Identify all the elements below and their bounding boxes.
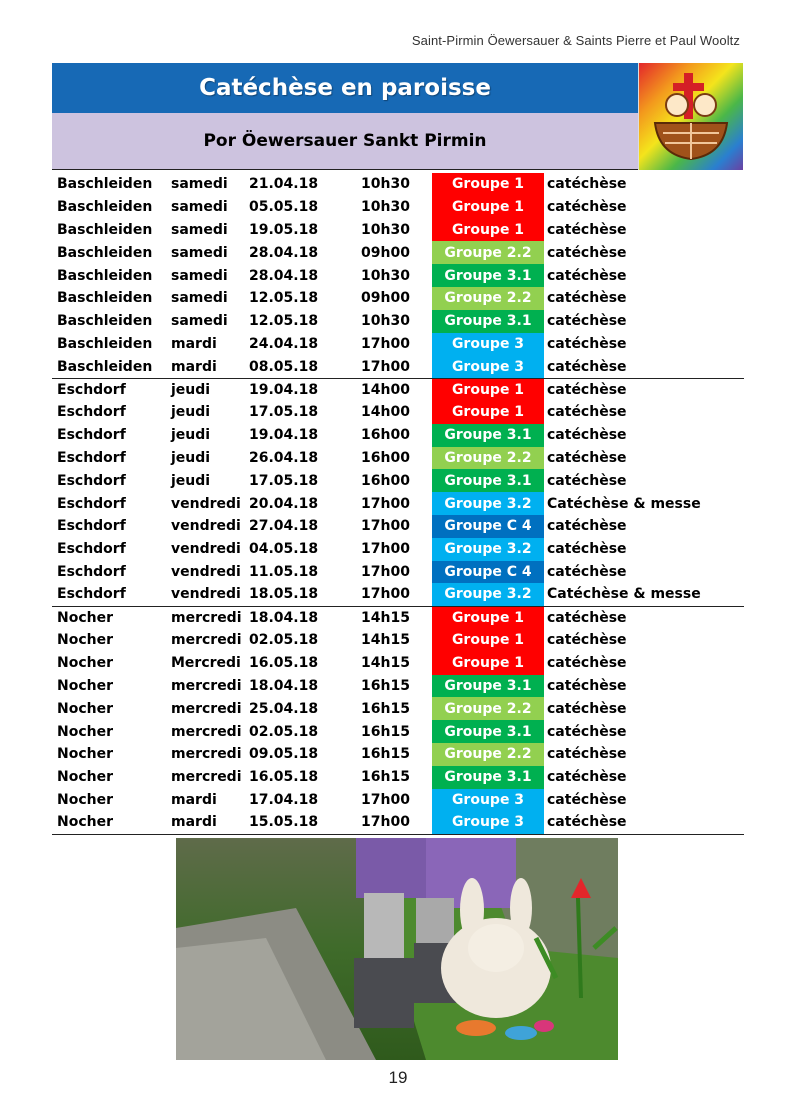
day-cell: vendredi xyxy=(171,586,241,603)
date-cell: 16.05.18 xyxy=(249,655,319,672)
day-cell: samedi xyxy=(171,267,228,284)
day-cell: vendredi xyxy=(171,495,241,512)
place-cell: Eschdorf xyxy=(57,541,126,558)
group-badge: Groupe C 4 xyxy=(432,515,544,538)
day-cell: samedi xyxy=(171,176,228,193)
place-cell: Nocher xyxy=(57,723,113,740)
day-cell: jeudi xyxy=(171,404,211,421)
group-badge: Groupe 1 xyxy=(432,173,544,196)
type-cell: catéchèse xyxy=(547,267,627,284)
group-badge: Groupe 3.1 xyxy=(432,264,544,287)
schedule-row xyxy=(52,333,744,356)
time-cell: 16h00 xyxy=(361,472,410,489)
day-cell: mardi xyxy=(171,335,217,352)
time-cell: 17h00 xyxy=(361,541,410,558)
schedule-row xyxy=(52,447,744,470)
schedule-row xyxy=(52,469,744,492)
day-cell: Mercredi xyxy=(171,655,241,672)
date-cell: 19.05.18 xyxy=(249,221,319,238)
time-cell: 17h00 xyxy=(361,586,410,603)
day-cell: mercredi xyxy=(171,677,242,694)
place-cell: Baschleiden xyxy=(57,267,153,284)
time-cell: 17h00 xyxy=(361,563,410,580)
easter-photo xyxy=(176,838,618,1060)
group-badge: Groupe 3.2 xyxy=(432,583,544,606)
date-cell: 02.05.18 xyxy=(249,632,319,649)
group-badge: Groupe 3.2 xyxy=(432,492,544,515)
time-cell: 14h00 xyxy=(357,378,432,401)
schedule-row xyxy=(52,561,744,584)
place-cell: Eschdorf xyxy=(57,472,126,489)
type-cell: catéchèse xyxy=(547,449,627,466)
schedule-row xyxy=(52,241,744,264)
group-badge: Groupe 3.1 xyxy=(432,766,544,789)
time-cell: 09h00 xyxy=(361,244,410,261)
date-cell: 12.05.18 xyxy=(249,313,319,330)
day-cell: mardi xyxy=(171,358,217,375)
schedule-row xyxy=(52,811,744,834)
day-cell: jeudi xyxy=(171,449,211,466)
day-cell: mercredi xyxy=(171,632,242,649)
date-cell: 18.04.18 xyxy=(247,606,357,629)
date-cell: 28.04.18 xyxy=(249,267,319,284)
date-cell: 20.04.18 xyxy=(249,495,319,512)
day-cell: jeudi xyxy=(165,378,247,401)
schedule-row xyxy=(52,173,744,196)
schedule-row xyxy=(52,675,744,698)
time-cell: 17h00 xyxy=(361,791,410,808)
place-cell: Eschdorf xyxy=(57,427,126,444)
date-cell: 12.05.18 xyxy=(249,290,319,307)
type-cell: catéchèse xyxy=(547,427,627,444)
place-cell: Nocher xyxy=(57,791,113,808)
running-header: Saint-Pirmin Öewersauer & Saints Pierre et Paul Wooltz xyxy=(411,33,740,48)
place-cell: Nocher xyxy=(57,769,113,786)
schedule-row xyxy=(52,743,744,766)
date-cell: 16.05.18 xyxy=(249,769,319,786)
type-cell: catéchèse xyxy=(544,378,744,401)
time-cell: 14h15 xyxy=(361,632,410,649)
date-cell: 19.04.18 xyxy=(249,427,319,444)
type-cell: catéchèse xyxy=(547,335,627,352)
type-cell: catéchèse xyxy=(544,811,744,834)
place-cell: Nocher xyxy=(52,606,165,629)
group-badge: Groupe 3 xyxy=(432,811,544,834)
time-cell: 16h00 xyxy=(361,427,410,444)
day-cell: mardi xyxy=(165,811,247,834)
group-badge: Groupe 2.2 xyxy=(432,241,544,264)
day-cell: samedi xyxy=(171,244,228,261)
date-cell: 28.04.18 xyxy=(249,244,319,261)
schedule-row xyxy=(52,789,744,812)
time-cell: 10h30 xyxy=(361,176,410,193)
schedule-row xyxy=(52,378,744,401)
type-cell: catéchèse xyxy=(547,404,627,421)
date-cell: 24.04.18 xyxy=(249,335,319,352)
group-badge: Groupe 1 xyxy=(432,401,544,424)
group-badge: Groupe 3.1 xyxy=(432,675,544,698)
date-cell: 17.05.18 xyxy=(249,404,319,421)
place-cell: Nocher xyxy=(57,655,113,672)
schedule-row xyxy=(52,720,744,743)
date-cell: 15.05.18 xyxy=(247,811,357,834)
day-cell: vendredi xyxy=(171,541,241,558)
group-badge: Groupe 3.1 xyxy=(432,310,544,333)
day-cell: samedi xyxy=(171,313,228,330)
group-badge: Groupe 2.2 xyxy=(432,743,544,766)
schedule-row xyxy=(52,697,744,720)
type-cell: catéchèse xyxy=(547,313,627,330)
schedule-row xyxy=(52,538,744,561)
schedule-row xyxy=(52,606,744,629)
type-cell: catéchèse xyxy=(547,472,627,489)
date-cell: 18.04.18 xyxy=(249,677,319,694)
type-cell: catéchèse xyxy=(547,176,627,193)
schedule-row xyxy=(52,652,744,675)
place-cell: Nocher xyxy=(52,811,165,834)
schedule-row xyxy=(52,629,744,652)
date-cell: 27.04.18 xyxy=(249,518,319,535)
type-cell: catéchèse xyxy=(547,746,627,763)
place-cell: Eschdorf xyxy=(57,563,126,580)
schedule-row xyxy=(52,287,744,310)
type-cell: catéchèse xyxy=(544,606,744,629)
time-cell: 16h15 xyxy=(361,769,410,786)
type-cell: catéchèse xyxy=(547,677,627,694)
time-cell: 09h00 xyxy=(361,290,410,307)
time-cell: 17h00 xyxy=(361,518,410,535)
day-cell: samedi xyxy=(171,199,228,216)
day-cell: mardi xyxy=(171,791,217,808)
type-cell: catéchèse xyxy=(547,244,627,261)
place-cell: Baschleiden xyxy=(57,244,153,261)
schedule-row xyxy=(52,401,744,424)
group-badge: Groupe 3.1 xyxy=(432,469,544,492)
type-cell: catéchèse xyxy=(547,541,627,558)
type-cell: catéchèse xyxy=(547,655,627,672)
schedule-row xyxy=(52,583,744,606)
time-cell: 16h15 xyxy=(361,700,410,717)
type-cell: catéchèse xyxy=(547,769,627,786)
place-cell: Eschdorf xyxy=(57,449,126,466)
place-cell: Baschleiden xyxy=(57,335,153,352)
time-cell: 17h00 xyxy=(361,495,410,512)
time-cell: 16h15 xyxy=(361,677,410,694)
place-cell: Baschleiden xyxy=(57,358,153,375)
day-cell: jeudi xyxy=(171,472,211,489)
group-badge: Groupe 3 xyxy=(432,355,544,378)
date-cell: 09.05.18 xyxy=(249,746,319,763)
date-cell: 11.05.18 xyxy=(249,563,319,580)
page-subtitle: Por Öewersauer Sankt Pirmin xyxy=(52,113,638,170)
group-badge: Groupe 1 xyxy=(432,378,544,401)
time-cell: 16h15 xyxy=(361,746,410,763)
type-cell: catéchèse xyxy=(547,563,627,580)
group-badge: Groupe 1 xyxy=(432,196,544,219)
type-cell: catéchèse xyxy=(547,358,627,375)
day-cell: samedi xyxy=(171,290,228,307)
time-cell: 14h15 xyxy=(361,655,410,672)
group-badge: Groupe 2.2 xyxy=(432,447,544,470)
group-badge: Groupe 3 xyxy=(432,789,544,812)
place-cell: Eschdorf xyxy=(57,495,126,512)
type-cell: catéchèse xyxy=(547,791,627,808)
day-cell: mercredi xyxy=(171,723,242,740)
group-badge: Groupe 1 xyxy=(432,629,544,652)
time-cell: 14h15 xyxy=(357,606,432,629)
place-cell: Baschleiden xyxy=(57,221,153,238)
group-badge: Groupe C 4 xyxy=(432,561,544,584)
place-cell: Nocher xyxy=(57,700,113,717)
schedule-row xyxy=(52,264,744,287)
date-cell: 08.05.18 xyxy=(249,358,319,375)
time-cell: 10h30 xyxy=(361,313,410,330)
place-cell: Nocher xyxy=(57,746,113,763)
time-cell: 10h30 xyxy=(361,267,410,284)
schedule-row xyxy=(52,219,744,242)
schedule-row xyxy=(52,196,744,219)
title-banner xyxy=(52,63,743,170)
time-cell: 17h00 xyxy=(357,811,432,834)
schedule-row xyxy=(52,515,744,538)
day-cell: vendredi xyxy=(171,563,241,580)
type-cell: catéchèse xyxy=(547,290,627,307)
date-cell: 26.04.18 xyxy=(249,449,319,466)
group-badge: Groupe 1 xyxy=(432,219,544,242)
place-cell: Baschleiden xyxy=(57,290,153,307)
day-cell: jeudi xyxy=(171,427,211,444)
group-badge: Groupe 3.1 xyxy=(432,720,544,743)
time-cell: 16h15 xyxy=(361,723,410,740)
place-cell: Eschdorf xyxy=(52,378,165,401)
type-cell: catéchèse xyxy=(547,221,627,238)
type-cell: Catéchèse & messe xyxy=(547,495,701,512)
time-cell: 16h00 xyxy=(361,449,410,466)
schedule-row xyxy=(52,355,744,378)
time-cell: 14h00 xyxy=(361,404,410,421)
date-cell: 04.05.18 xyxy=(249,541,319,558)
type-cell: catéchèse xyxy=(547,700,627,717)
group-badge: Groupe 3.1 xyxy=(432,424,544,447)
date-cell: 17.05.18 xyxy=(249,472,319,489)
schedule-row xyxy=(52,310,744,333)
schedule-row xyxy=(52,492,744,515)
day-cell: vendredi xyxy=(171,518,241,535)
place-cell: Nocher xyxy=(57,677,113,694)
schedule-row xyxy=(52,424,744,447)
date-cell: 19.04.18 xyxy=(247,378,357,401)
type-cell: catéchèse xyxy=(547,723,627,740)
page-title: Catéchèse en paroisse xyxy=(52,63,638,113)
date-cell: 17.04.18 xyxy=(249,791,319,808)
time-cell: 17h00 xyxy=(361,335,410,352)
time-cell: 10h30 xyxy=(361,221,410,238)
type-cell: Catéchèse & messe xyxy=(547,586,701,603)
place-cell: Eschdorf xyxy=(57,586,126,603)
place-cell: Eschdorf xyxy=(57,518,126,535)
place-cell: Baschleiden xyxy=(57,313,153,330)
group-badge: Groupe 1 xyxy=(432,652,544,675)
schedule-row xyxy=(52,766,744,789)
group-badge: Groupe 2.2 xyxy=(432,287,544,310)
place-cell: Eschdorf xyxy=(57,404,126,421)
date-cell: 02.05.18 xyxy=(249,723,319,740)
place-cell: Baschleiden xyxy=(57,176,153,193)
page-number: 19 xyxy=(388,1068,408,1087)
day-cell: mercredi xyxy=(165,606,247,629)
schedule-body xyxy=(52,173,744,834)
place-cell: Nocher xyxy=(57,632,113,649)
catechesis-schedule-table xyxy=(52,173,744,835)
day-cell: samedi xyxy=(171,221,228,238)
day-cell: mercredi xyxy=(171,769,242,786)
type-cell: catéchèse xyxy=(547,632,627,649)
place-cell: Baschleiden xyxy=(57,199,153,216)
catechesis-logo-icon xyxy=(638,63,743,170)
date-cell: 25.04.18 xyxy=(249,700,319,717)
date-cell: 18.05.18 xyxy=(249,586,319,603)
type-cell: catéchèse xyxy=(547,518,627,535)
group-badge: Groupe 3 xyxy=(432,333,544,356)
date-cell: 05.05.18 xyxy=(249,199,319,216)
group-badge: Groupe 1 xyxy=(432,606,544,629)
time-cell: 10h30 xyxy=(361,199,410,216)
type-cell: catéchèse xyxy=(547,199,627,216)
group-badge: Groupe 2.2 xyxy=(432,697,544,720)
day-cell: mercredi xyxy=(171,746,242,763)
time-cell: 17h00 xyxy=(361,358,410,375)
date-cell: 21.04.18 xyxy=(249,176,319,193)
group-badge: Groupe 3.2 xyxy=(432,538,544,561)
day-cell: mercredi xyxy=(171,700,242,717)
